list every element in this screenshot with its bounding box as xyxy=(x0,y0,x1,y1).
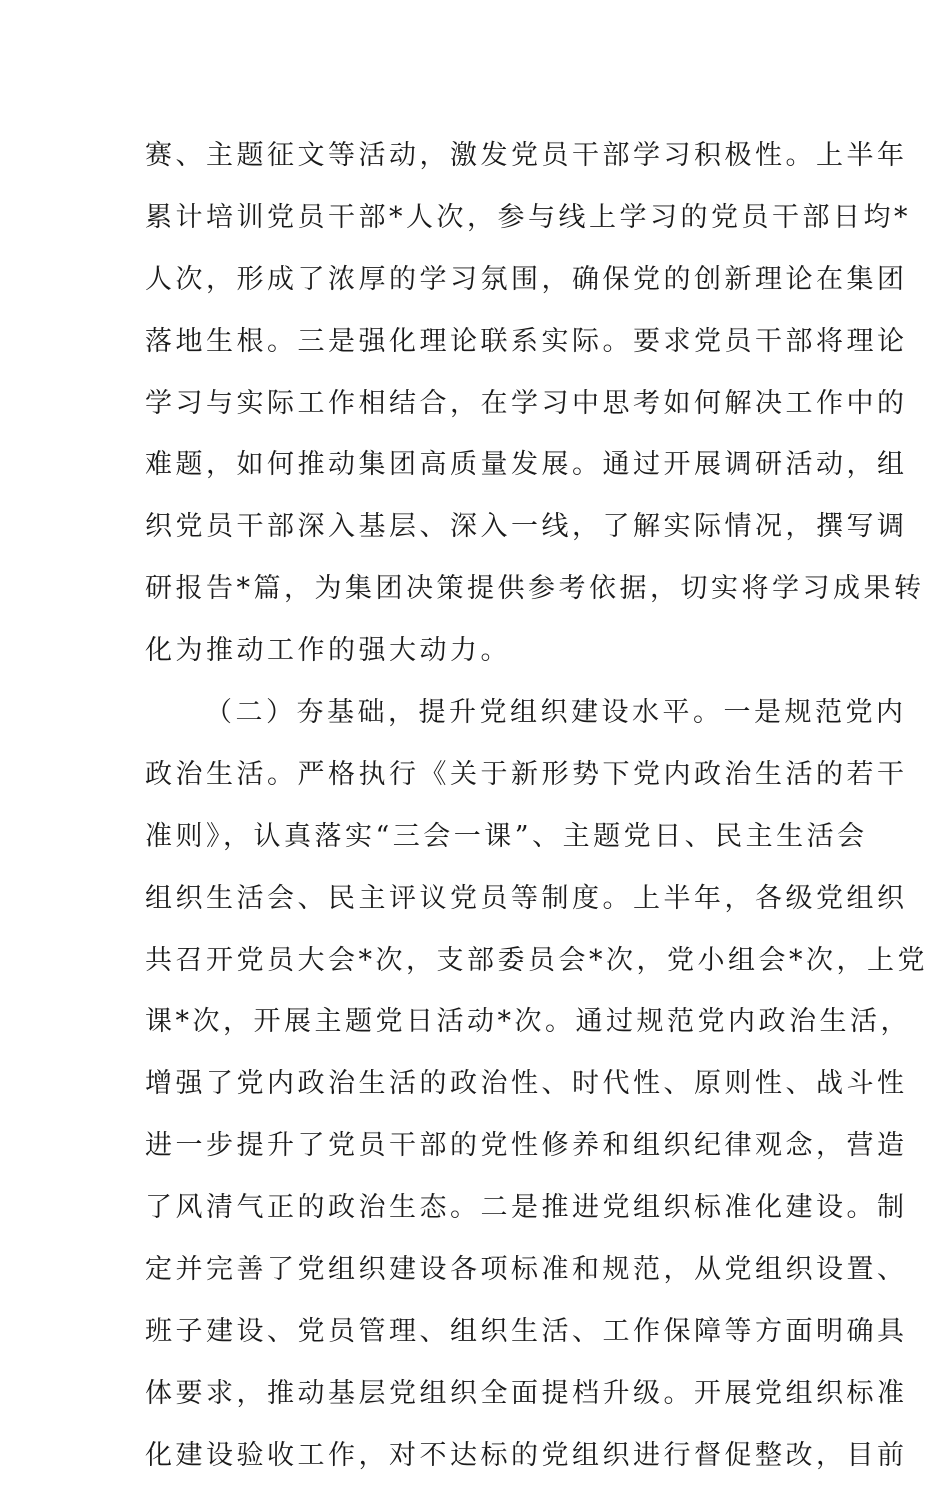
text-line: 化建设验收工作，对不达标的党组织进行督促整改，目前 xyxy=(145,1439,908,1471)
text-line: 织党员干部深入基层、深入一线，了解实际情况，撰写调 xyxy=(145,511,908,543)
text-line: 定并完善了党组织建设各项标准和规范，从党组织设置、 xyxy=(145,1254,908,1286)
text-line: 课*次，开展主题党日活动*次。通过规范党内政治生活， xyxy=(145,1006,911,1038)
text-line: 研报告*篇，为集团决策提供参考依据，切实将学习成果转 xyxy=(145,573,925,605)
text-line: 赛、主题征文等活动，激发党员干部学习积极性。上半年 xyxy=(145,140,908,171)
section-heading-line: （二）夯基础，提升党组织建设水平。一是规范党内 xyxy=(205,697,907,729)
text-line: 落地生根。三是强化理论联系实际。要求党员干部将理论 xyxy=(145,325,908,357)
text-line: 班子建设、党员管理、组织生活、工作保障等方面明确具 xyxy=(145,1315,908,1347)
text-line: 准则》，认真落实“三会一课”、主题党日、民主生活会 xyxy=(145,820,868,852)
text-line: 进一步提升了党员干部的党性修养和组织纪律观念，营造 xyxy=(145,1130,908,1162)
text-line: 体要求，推动基层党组织全面提档升级。开展党组织标准 xyxy=(145,1377,908,1409)
body-text xyxy=(145,125,928,1487)
text-line: 组织生活会、民主评议党员等制度。上半年，各级党组织 xyxy=(145,882,908,914)
text-line: 政治生活。严格执行《关于新形势下党内政治生活的若干 xyxy=(145,758,908,790)
text-line: 人次，形成了浓厚的学习氛围，确保党的创新理论在集团 xyxy=(145,263,908,295)
text-line: 学习与实际工作相结合，在学习中思考如何解决工作中的 xyxy=(145,387,908,419)
paragraph-end-line: 化为推动工作的强大动力。 xyxy=(145,635,511,667)
text-line: 难题，如何推动集团高质量发展。通过开展调研活动，组 xyxy=(145,449,908,481)
text-line: 累计培训党员干部*人次，参与线上学习的党员干部日均* xyxy=(145,201,911,233)
text-line: 共召开党员大会*次，支部委员会*次，党小组会*次，上党 xyxy=(145,944,928,976)
text-line: 增强了党内政治生活的政治性、时代性、原则性、战斗性 xyxy=(145,1068,908,1100)
text-line: 了风清气正的政治生态。二是推进党组织标准化建设。制 xyxy=(145,1192,908,1224)
